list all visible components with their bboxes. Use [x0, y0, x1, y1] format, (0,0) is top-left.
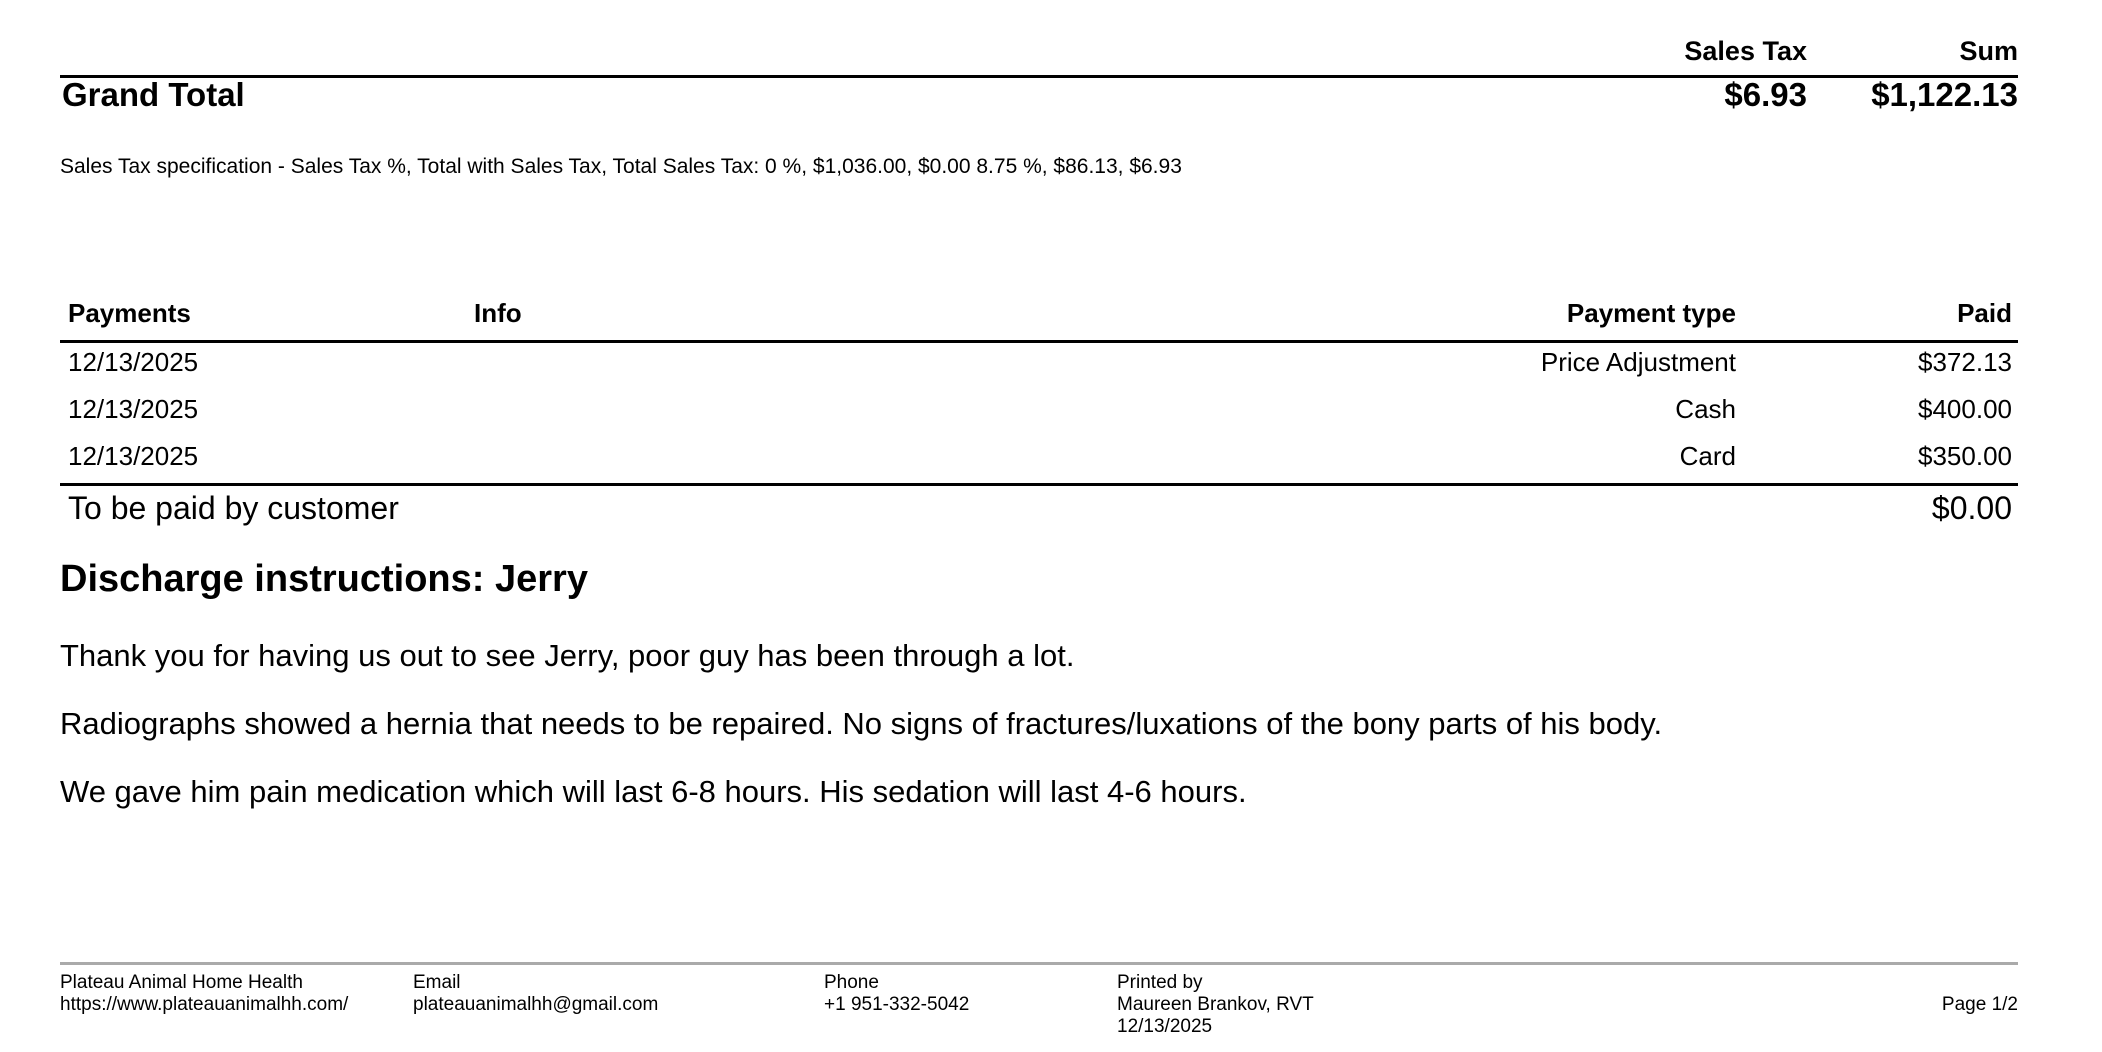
payments-footer-divider	[60, 483, 2018, 486]
clinic-name: Plateau Animal Home Health	[60, 972, 303, 993]
payment-type: Price Adjustment	[1540, 347, 1736, 377]
sales-tax-header: Sales Tax	[1684, 36, 1807, 66]
payment-amount: $372.13	[1918, 347, 2012, 377]
sum-header: Sum	[1959, 36, 2018, 66]
clinic-url[interactable]: https://www.plateauanimalhh.com/	[60, 994, 349, 1015]
footer-divider	[60, 962, 2018, 965]
due-amount: $0.00	[1931, 490, 2012, 526]
printed-by-name: Maureen Brankov, RVT	[1117, 994, 1314, 1015]
email-label: Email	[413, 972, 461, 993]
payment-date: 12/13/2025	[68, 441, 199, 471]
email-value[interactable]: plateauanimalhh@gmail.com	[413, 994, 659, 1015]
page-number: Page 1/2	[1941, 994, 2018, 1015]
printed-by-label: Printed by	[1117, 972, 1203, 993]
due-label: To be paid by customer	[68, 490, 399, 526]
grand-total-sales-tax: $6.93	[1724, 76, 1807, 113]
phone-value: +1 951-332-5042	[824, 994, 970, 1015]
discharge-paragraph: Radiographs showed a hernia that needs to be repaired. No signs of fractures/luxations of the bony parts of his body.	[60, 706, 1663, 741]
payment-amount: $400.00	[1918, 394, 2012, 424]
payment-type-header: Payment type	[1566, 298, 1736, 328]
footer-clinic	[60, 972, 348, 1016]
discharge-paragraph: Thank you for having us out to see Jerry, poor guy has been through a lot.	[60, 638, 1075, 673]
payment-type: Card	[1679, 441, 1736, 471]
discharge-title: Discharge instructions: Jerry	[60, 558, 588, 600]
payment-amount: $350.00	[1918, 441, 2012, 471]
sales-tax-specification: Sales Tax specification - Sales Tax %, Total with Sales Tax, Total Sales Tax: 0 %, $1,036.00, $0.00 8.75 %, $86.13, $6.93	[60, 155, 1182, 178]
payment-date: 12/13/2025	[68, 394, 199, 424]
payments-header: Payments	[68, 298, 191, 328]
printed-date: 12/13/2025	[1117, 1016, 1213, 1037]
footer-phone	[824, 972, 969, 1016]
payment-type: Cash	[1675, 394, 1736, 424]
payment-date: 12/13/2025	[68, 347, 199, 377]
payments-header-divider	[60, 340, 2018, 343]
paid-header: Paid	[1957, 298, 2012, 328]
grand-total-sum: $1,122.13	[1871, 76, 2018, 113]
footer-printed-by	[1117, 972, 1314, 1038]
phone-label: Phone	[824, 972, 879, 993]
footer-email	[413, 972, 658, 1016]
discharge-paragraph: We gave him pain medication which will last 6-8 hours. His sedation will last 4-6 hours.	[60, 774, 1247, 809]
info-header: Info	[474, 298, 522, 328]
grand-total-label: Grand Total	[62, 76, 245, 113]
